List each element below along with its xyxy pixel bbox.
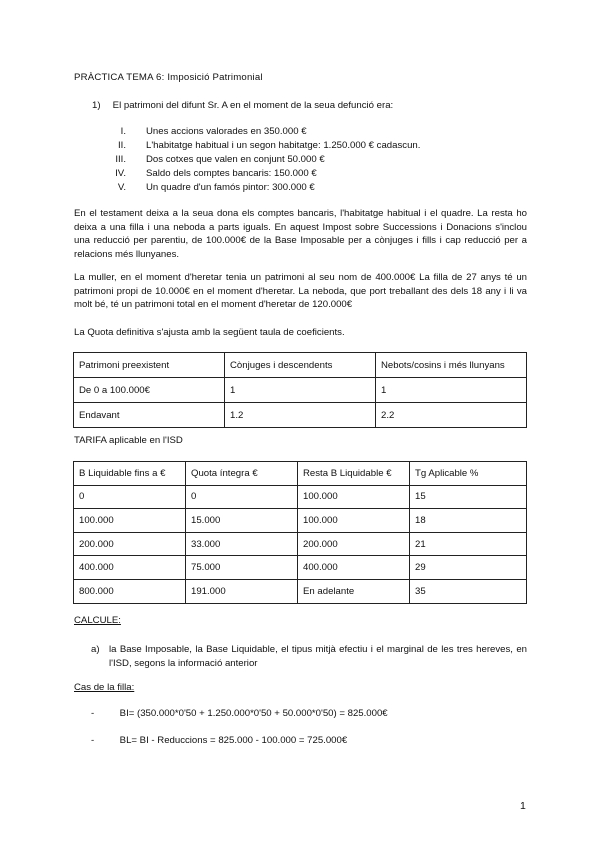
table-header-row	[74, 462, 527, 486]
list-item	[100, 153, 420, 167]
table-header-cell: Tg Aplicable %	[410, 462, 527, 486]
paragraph-heirs: La muller, en el moment d'heretar tenia un patrimoni al seu nom de 400.000€ La filla de 27 anys té un patrimoni propi de 10.000€ en el moment d'heretar. La neboda, que port treballant des dels 18 any i li va molt bé, té un patrimoni total en el moment d'heretar de 120.000€	[74, 272, 527, 311]
case-heading: Cas de la filla:	[74, 682, 135, 693]
table-cell: 1	[376, 378, 527, 403]
table-row	[74, 556, 527, 580]
table-row	[74, 378, 527, 403]
calculation-line	[91, 708, 388, 719]
list-numeral: III.	[115, 154, 126, 165]
table-cell: 100.000	[298, 509, 410, 533]
calculation-text: BL= BI - Reduccions = 825.000 - 100.000 = 725.000€	[119, 735, 348, 746]
table-cell: 2.2	[376, 403, 527, 428]
list-item	[100, 139, 420, 153]
question-1-number: 1)	[92, 100, 101, 111]
table-cell: 29	[410, 556, 527, 580]
list-numeral: II.	[118, 140, 126, 151]
list-item	[100, 181, 420, 195]
table-row	[74, 579, 527, 603]
calculation-line	[91, 735, 347, 746]
list-text: Dos cotxes que valen en conjunt 50.000 €	[146, 154, 325, 165]
tarifa-label: TARIFA aplicable en l'ISD	[74, 435, 183, 446]
list-numeral: IV.	[115, 168, 126, 179]
list-text: Unes accions valorades en 350.000 €	[146, 126, 307, 137]
question-1	[92, 100, 393, 111]
coefficients-table	[73, 352, 527, 428]
calcule-heading: CALCULE:	[74, 615, 121, 626]
table-header-cell: Quota íntegra €	[186, 462, 298, 486]
table-cell: 0	[186, 485, 298, 509]
page-number: 1	[520, 800, 526, 812]
table-row	[74, 509, 527, 533]
table-row	[74, 485, 527, 509]
table-cell: En adelante	[298, 579, 410, 603]
table-cell: 1.2	[225, 403, 376, 428]
tarifa-table	[73, 461, 527, 604]
paragraph-coefficients: La Quota definitiva s'ajusta amb la següent taula de coeficients.	[74, 327, 345, 338]
paragraph-testament: En el testament deixa a la seua dona els comptes bancaris, l'habitatge habitual i el quadre. La resta ho deixa a una filla i una neboda a parts iguals. En aquest Impost sobre Successions i Donacions s'inclou una reducció per parentiu, de 100.000€ de la Base Imposable per a cònjuges i fills i cap reducció per a relacions més llunyanes.	[74, 208, 527, 260]
table-header-row	[74, 353, 527, 378]
bullet-dash: -	[91, 708, 95, 719]
list-text: Saldo dels comptes bancaris: 150.000 €	[146, 168, 317, 179]
question-1-text: El patrimoni del difunt Sr. A en el moment de la seua defunció era:	[112, 100, 394, 111]
table-cell: 100.000	[298, 485, 410, 509]
table-cell: 1	[225, 378, 376, 403]
table-cell: 191.000	[186, 579, 298, 603]
list-numeral: I.	[120, 126, 126, 137]
calculation-text: BI= (350.000*0'50 + 1.250.000*0'50 + 50.000*0'50) = 825.000€	[119, 708, 388, 719]
table-header-cell: Patrimoni preexistent	[74, 353, 225, 378]
table-cell: 33.000	[186, 532, 298, 556]
table-cell: 100.000	[74, 509, 186, 533]
table-row	[74, 532, 527, 556]
list-numeral: V.	[117, 182, 126, 193]
table-cell: Endavant	[74, 403, 225, 428]
list-text: Un quadre d'un famós pintor: 300.000 €	[146, 182, 315, 193]
question-a-label: a)	[91, 644, 100, 655]
table-cell: 400.000	[298, 556, 410, 580]
table-header-cell: B Liquidable fins a €	[74, 462, 186, 486]
table-cell: 200.000	[74, 532, 186, 556]
table-cell: 18	[410, 509, 527, 533]
table-cell: 15	[410, 485, 527, 509]
table-header-cell: Cònjuges i descendents	[225, 353, 376, 378]
table-cell: 15.000	[186, 509, 298, 533]
table-header-cell: Nebots/cosins i més llunyans	[376, 353, 527, 378]
table-cell: De 0 a 100.000€	[74, 378, 225, 403]
table-cell: 200.000	[298, 532, 410, 556]
table-cell: 21	[410, 532, 527, 556]
list-text: L'habitatge habitual i un segon habitatge: 1.250.000 € cadascun.	[146, 140, 421, 151]
table-cell: 0	[74, 485, 186, 509]
assets-list	[100, 125, 420, 195]
table-cell: 800.000	[74, 579, 186, 603]
question-a-text: la Base Imposable, la Base Liquidable, el tipus mitjà efectiu i el marginal de les tres hereves, en l'ISD, segons la informació anterior	[109, 644, 527, 669]
question-a	[91, 643, 527, 671]
page-title: PRÀCTICA TEMA 6: Imposició Patrimonial	[74, 72, 263, 83]
list-item	[100, 125, 420, 139]
list-item	[100, 167, 420, 181]
table-cell: 35	[410, 579, 527, 603]
table-cell: 400.000	[74, 556, 186, 580]
table-row	[74, 403, 527, 428]
table-cell: 75.000	[186, 556, 298, 580]
table-header-cell: Resta B Liquidable €	[298, 462, 410, 486]
bullet-dash: -	[91, 735, 95, 746]
